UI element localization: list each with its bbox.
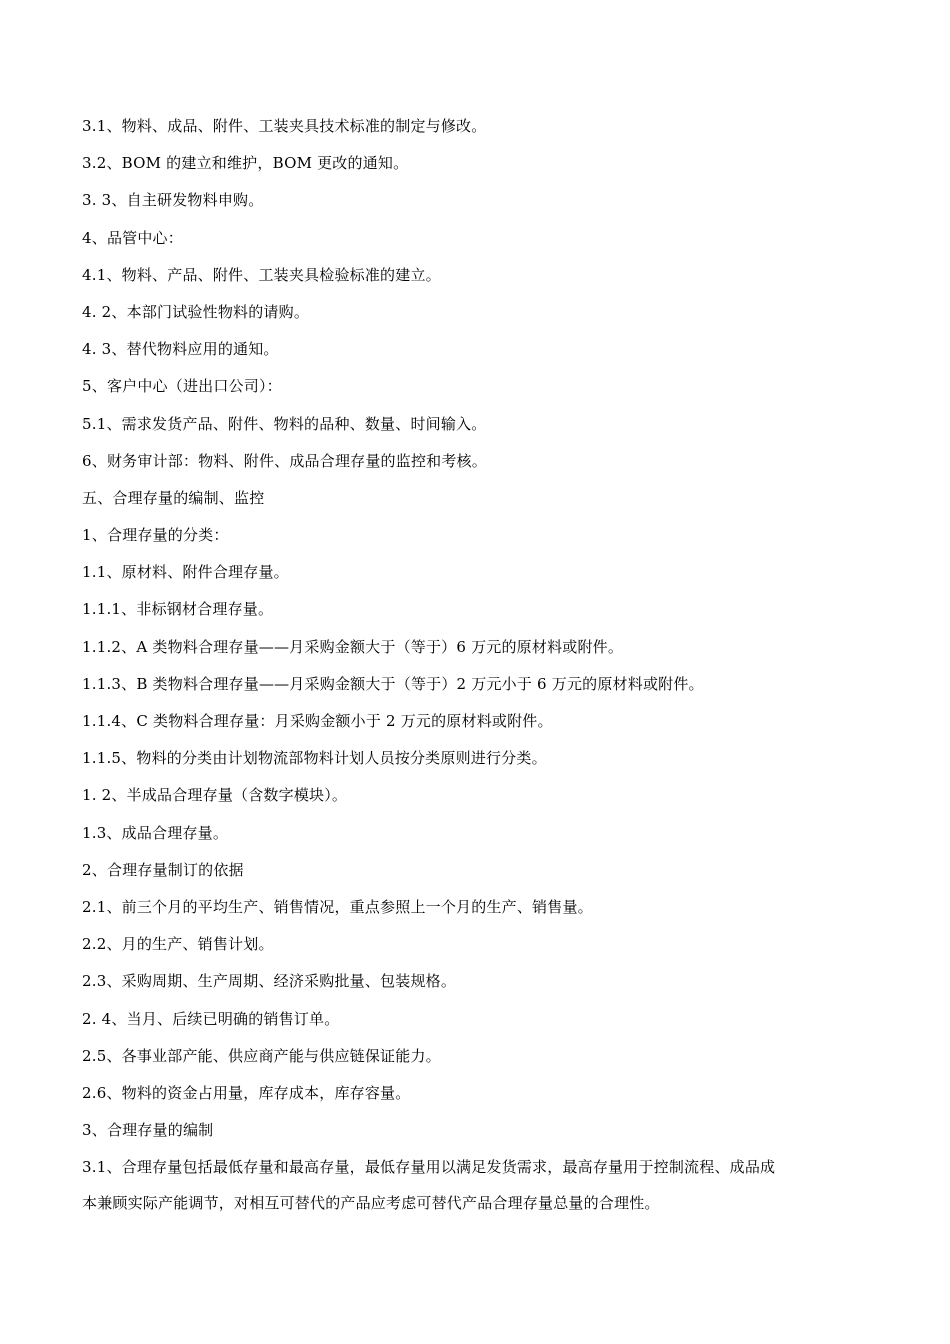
paragraph-3-1: [82, 1157, 872, 1213]
line-1-1-1: 1.1.1、非标钢材合理存量。: [82, 600, 274, 619]
line-1-1-2: 1.1.2、A 类物料合理存量——月采购金额大于（等于）6 万元的原材料或附件。: [82, 637, 624, 656]
line-2-3: 2.3、采购周期、生产周期、经济采购批量、包装规格。: [82, 972, 457, 991]
line-1-1-4: 1.1.4、C 类物料合理存量：月采购金额小于 2 万元的原材料或附件。: [82, 712, 553, 730]
paragraph-3-1-line-2: 本兼顾实际产能调节，对相互可替代的产品应考虑可替代产品合理存量总量的合理性。: [82, 1194, 660, 1213]
line-1-heading: 1、合理存量的分类：: [82, 526, 229, 545]
line-1-1: 1.1、原材料、附件合理存量。: [82, 563, 289, 582]
section-5-heading: 五、合理存量的编制、监控: [82, 488, 265, 507]
paragraph-3-1-line-1: 3.1、合理存量包括最低存量和最高存量，最低存量用以满足发货需求，最高存量用于控制流程、成品成: [82, 1158, 776, 1177]
line-1-2: 1. 2、半成品合理存量（含数字模块）。: [82, 786, 348, 805]
line-2-1: 2.1、前三个月的平均生产、销售情况，重点参照上一个月的生产、销售量。: [82, 897, 593, 916]
document-body: [82, 116, 872, 1213]
line-6: 6、财务审计部：物料、附件、成品合理存量的监控和考核。: [82, 451, 487, 470]
line-5-1: 5.1、需求发货产品、附件、物料的品种、数量、时间输入。: [82, 414, 487, 433]
line-2-heading: 2、合理存量制订的依据: [82, 860, 244, 879]
line-3-heading: 3、合理存量的编制: [82, 1121, 214, 1140]
line-1-1-3: 1.1.3、B 类物料合理存量——月采购金额大于（等于）2 万元小于 6 万元的原材料或附件。: [82, 674, 704, 693]
line-2-2: 2.2、月的生产、销售计划。: [82, 935, 274, 954]
line-2-4: 2. 4、当月、后续已明确的销售订单。: [82, 1009, 340, 1028]
line-2-6: 2.6、物料的资金占用量，库存成本，库存容量。: [82, 1083, 411, 1102]
line-3-3: 3. 3、自主研发物料申购。: [82, 191, 264, 210]
line-3-2: 3.2、BOM 的建立和维护，BOM 更改的通知。: [82, 154, 409, 173]
line-2-5: 2.5、各事业部产能、供应商产能与供应链保证能力。: [82, 1046, 441, 1065]
line-4-3: 4. 3、替代物料应用的通知。: [82, 340, 279, 359]
line-4-1: 4.1、物料、产品、附件、工装夹具检验标准的建立。: [82, 265, 441, 284]
line-4-heading: 4、品管中心：: [82, 228, 183, 247]
line-5-heading: 5、客户中心（进出口公司）：: [82, 377, 282, 396]
line-1-3: 1.3、成品合理存量。: [82, 823, 229, 842]
line-3-1: 3.1、物料、成品、附件、工装夹具技术标准的制定与修改。: [82, 117, 487, 135]
line-1-1-5: 1.1.5、物料的分类由计划物流部物料计划人员按分类原则进行分类。: [82, 749, 547, 768]
line-4-2: 4. 2、本部门试验性物料的请购。: [82, 302, 310, 321]
